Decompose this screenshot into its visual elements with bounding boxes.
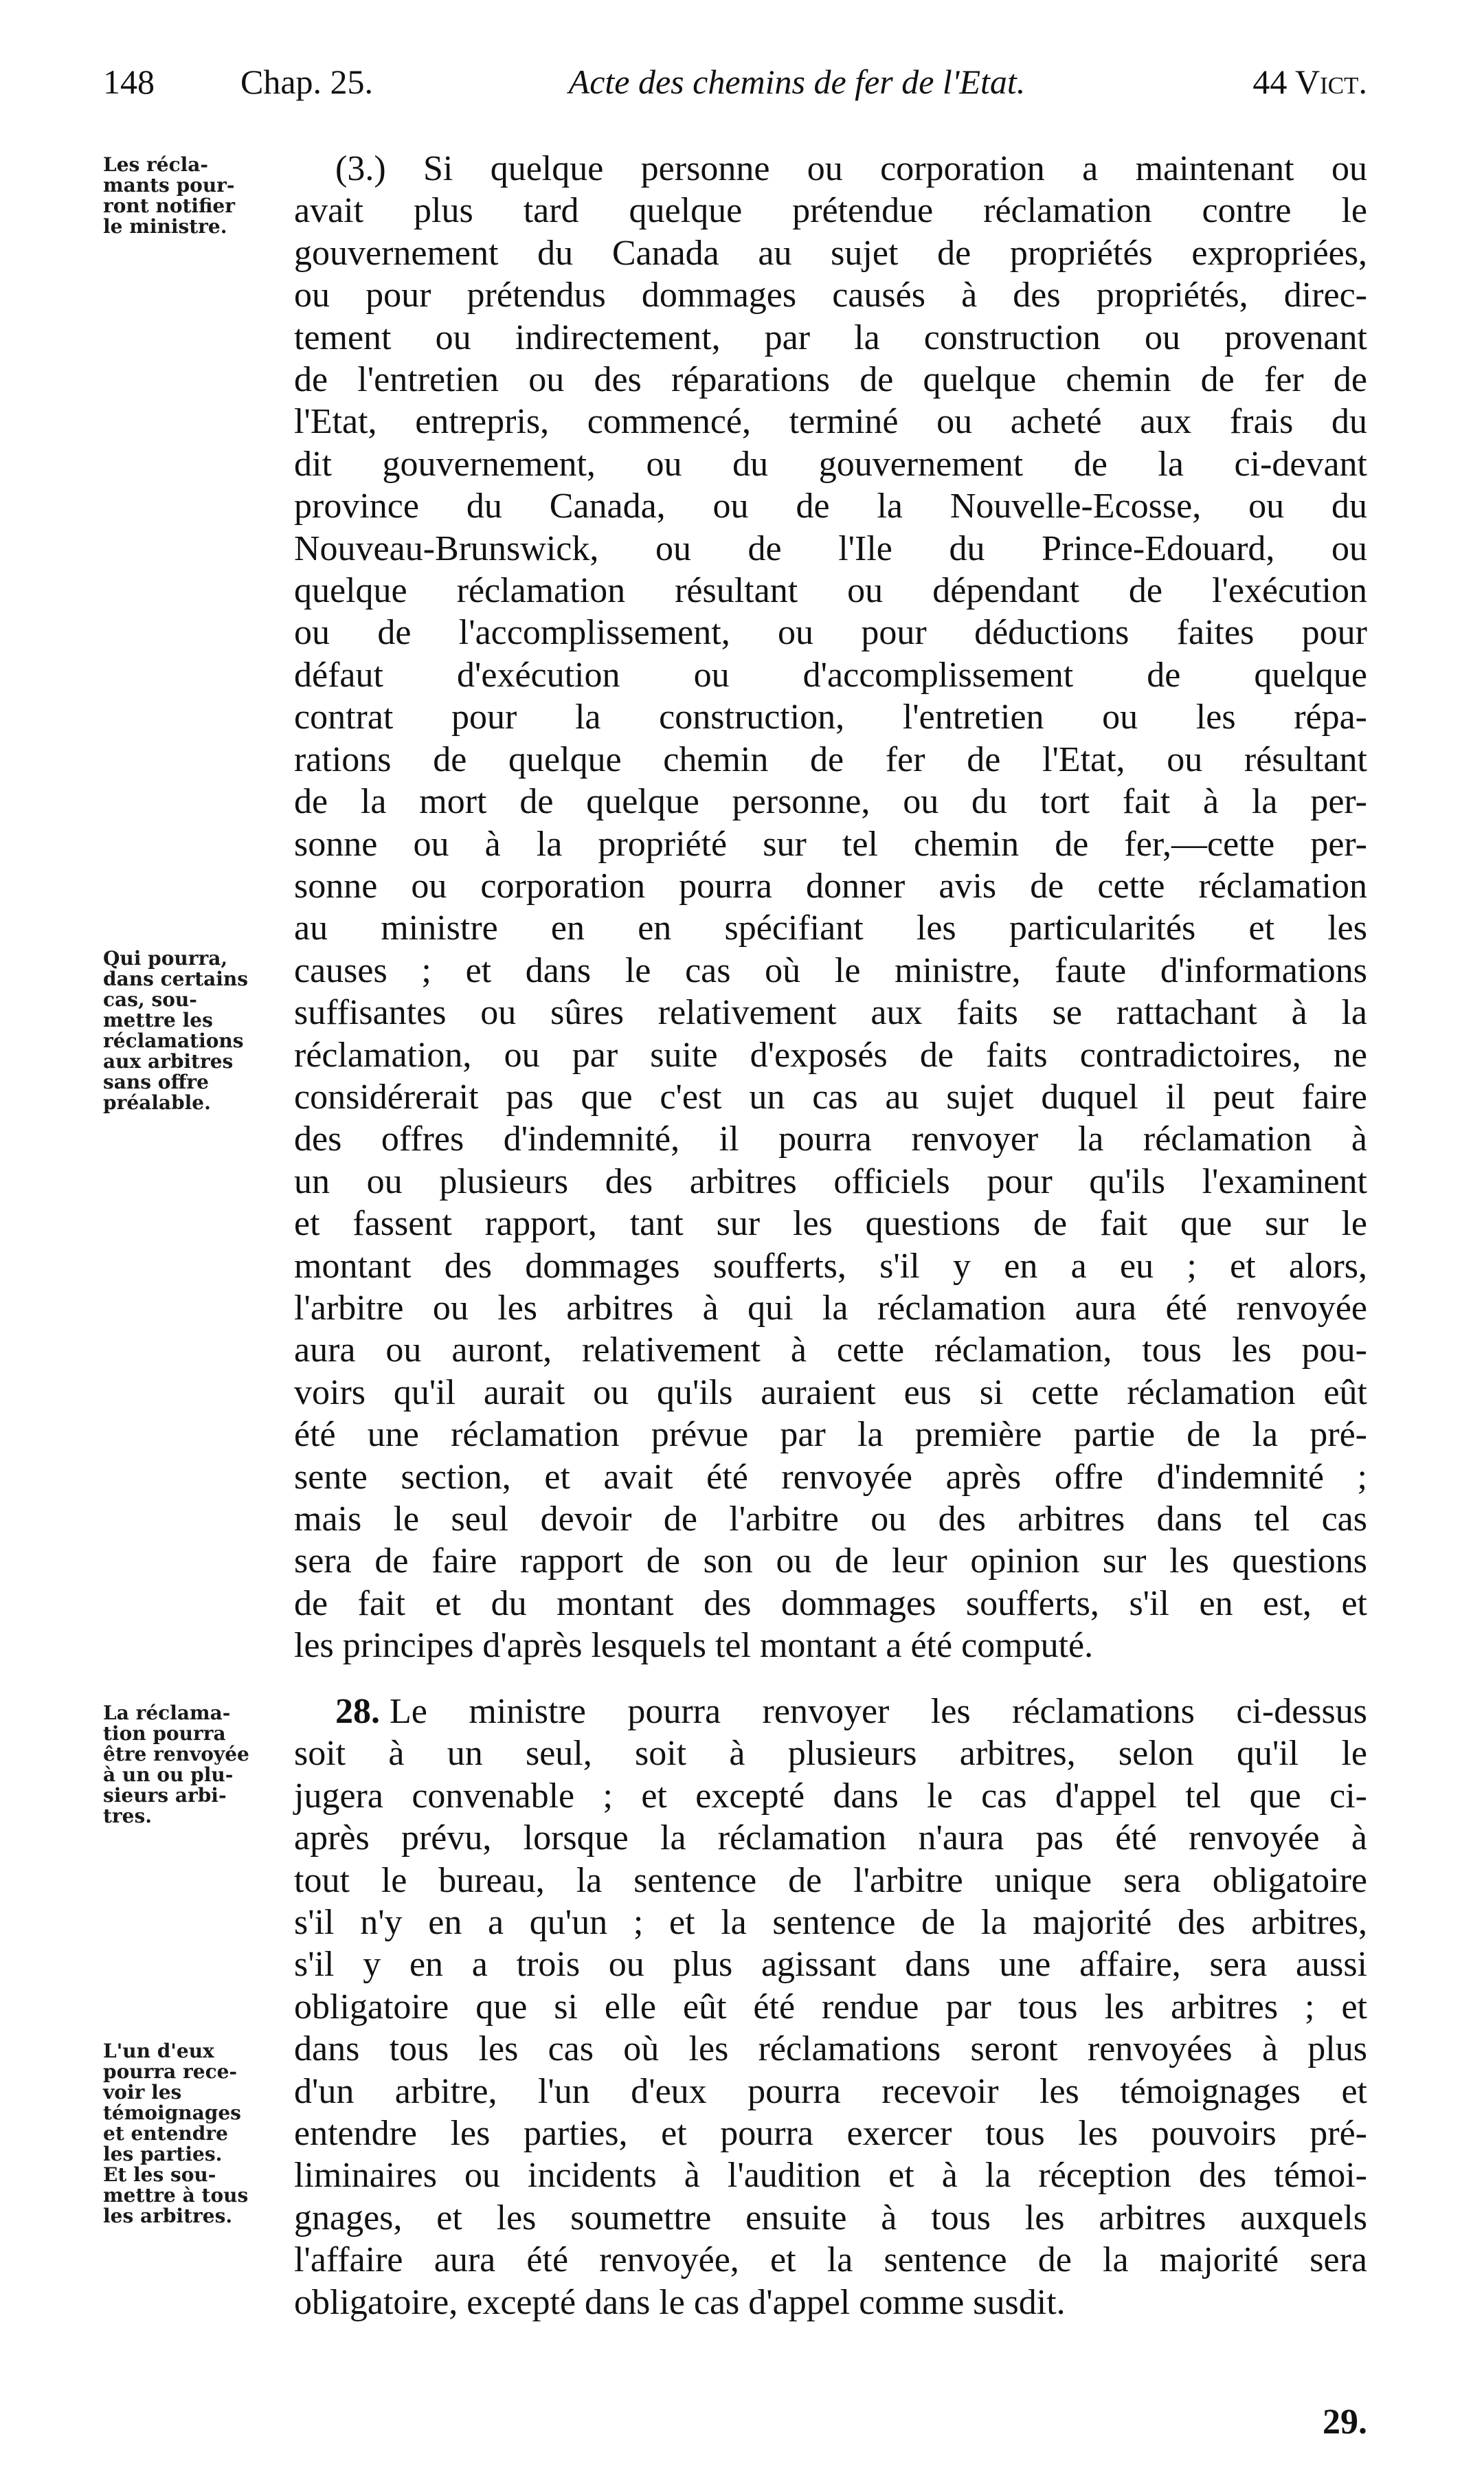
text-line: avait plus tard quelque prétendue réclamation contre le [294, 191, 1367, 231]
margin-note-refer-arbitrators: La réclama- tion pourra être renvoyée à un ou plu- sieurs arbi- tres. [103, 1702, 249, 1827]
act-title: Acte des chemins de fer de l'Etat. [568, 63, 1026, 101]
text-line: sonne ou à la propriété sur tel chemin de fer,—cette per- [294, 824, 1367, 864]
text-line: les principes d'après lesquels tel montant a été computé. [294, 1626, 1094, 1666]
text-line: sente section, et avait été renvoyée après offre d'indemnité ; [294, 1457, 1367, 1497]
margin-note-claimants-notify: Les récla- mants pour- ront notifier le ministre. [103, 153, 235, 238]
text-line: suffisantes ou sûres relativement aux faits se rattachant à la [294, 993, 1367, 1033]
section-number: 28. [335, 1692, 380, 1731]
text-line: province du Canada, ou de la Nouvelle-Ecosse, ou du [294, 487, 1367, 526]
text-line: au ministre en en spécifiant les particularités et les [294, 908, 1367, 948]
text-line: aura ou auront, relativement à cette réclamation, tous les pou- [294, 1330, 1367, 1370]
text-line: obligatoire que si elle eût été rendue par tous les arbitres ; et [294, 1987, 1367, 2027]
text-line: d'un arbitre, l'un d'eux pourra recevoir les témoignages et [294, 2071, 1367, 2111]
text-line: causes ; et dans le cas où le ministre, faute d'informations [294, 950, 1367, 990]
text-line: l'Etat, entrepris, commencé, terminé ou acheté aux frais du [294, 402, 1367, 442]
paragraph-section-28 [294, 1691, 1367, 2323]
text-line: obligatoire, excepté dans le cas d'appel comme susdit. [294, 2282, 1066, 2322]
text-line: montant des dommages soufferts, s'il y en a eu ; et alors, [294, 1246, 1367, 1286]
text-line: mais le seul devoir de l'arbitre ou des arbitres dans tel cas [294, 1499, 1367, 1539]
text-line: Nouveau-Brunswick, ou de l'Ile du Prince-Edouard, ou [294, 528, 1367, 568]
text-line: et fassent rapport, tant sur les questions de fait que sur le [294, 1204, 1367, 1244]
page-number: 148 [103, 63, 155, 101]
text-line: l'arbitre ou les arbitres à qui la réclamation aura été renvoyée [294, 1288, 1367, 1328]
margin-note-refer-without-offer: Qui pourra, dans certains cas, sou- mettre les réclamations aux arbitres sans offre préalable. [103, 947, 249, 1114]
text-line: rations de quelque chemin de fer de l'Etat, ou résultant [294, 739, 1367, 779]
text-line: contrat pour la construction, l'entretien ou les répa- [294, 698, 1367, 737]
text-line: gouvernement du Canada au sujet de propriétés expropriées, [294, 233, 1367, 273]
text-line: s'il n'y en a qu'un ; et la sentence de la majorité des arbitres, [294, 1903, 1367, 1943]
chapter-label: Chap. 25. [240, 63, 374, 101]
text-line: après prévu, lorsque la réclamation n'aura pas été renvoyée à [294, 1818, 1367, 1858]
catchword: 29. [1323, 2402, 1367, 2442]
text-line: (3.) Si quelque personne ou corporation a maintenant ou [335, 149, 1367, 188]
text-line: soit à un seul, soit à plusieurs arbitres, selon qu'il le [294, 1734, 1367, 1774]
text-line: s'il y en a trois ou plus agissant dans une affaire, sera aussi [294, 1945, 1367, 1985]
text-line: tout le bureau, la sentence de l'arbitre unique sera obligatoire [294, 1860, 1367, 1900]
text-line: de l'entretien ou des réparations de quelque chemin de fer de [294, 360, 1367, 400]
text-line: gnages, et les soumettre ensuite à tous les arbitres auxquels [294, 2198, 1367, 2238]
text-line: voirs qu'il aurait ou qu'ils auraient eus si cette réclamation eût [294, 1372, 1367, 1412]
text-line: réclamation, ou par suite d'exposés de faits contradictoires, ne [294, 1035, 1367, 1075]
regnal-year: 44 Vict. [1252, 63, 1367, 101]
text-line: dans tous les cas où les réclamations seront renvoyées à plus [294, 2029, 1367, 2069]
text-line: un ou plusieurs des arbitres officiels pour qu'ils l'examinent [294, 1161, 1367, 1201]
text-line: jugera convenable ; et excepté dans le cas d'appel tel que ci- [294, 1776, 1367, 1816]
text-line: ou pour prétendus dommages causés à des propriétés, direc- [294, 276, 1367, 315]
text-line: de la mort de quelque personne, ou du tort fait à la per- [294, 782, 1367, 822]
text-line: 28. Le ministre pourra renvoyer les réclamations ci-dessus [294, 1691, 1367, 1732]
text-line: ou de l'accomplissement, ou pour déductions faites pour [294, 613, 1367, 653]
running-header [103, 62, 1367, 117]
text-line: considérerait pas que c'est un cas au sujet duquel il peut faire [294, 1077, 1367, 1117]
margin-note-take-evidence: L'un d'eux pourra rece- voir les témoignages et entendre les parties. Et les sou- mettre à tous les arbitres. [103, 2040, 249, 2227]
text-line: défaut d'exécution ou d'accomplissement de quelque [294, 655, 1367, 695]
text-line: l'affaire aura été renvoyée, et la sentence de la majorité sera [294, 2240, 1367, 2280]
text-line: dit gouvernement, ou du gouvernement de la ci-devant [294, 444, 1367, 484]
text-line: quelque réclamation résultant ou dépendant de l'exécution [294, 571, 1367, 611]
text-line: de fait et du montant des dommages soufferts, s'il en est, et [294, 1583, 1367, 1623]
text-line: des offres d'indemnité, il pourra renvoyer la réclamation à [294, 1119, 1367, 1159]
text-line: tement ou indirectement, par la construction ou provenant [294, 317, 1367, 357]
text-line: entendre les parties, et pourra exercer tous les pouvoirs pré- [294, 2114, 1367, 2154]
text-line: liminaires ou incidents à l'audition et à la réception des témoi- [294, 2156, 1367, 2196]
paragraph-subsection-3 [294, 148, 1367, 1667]
text-line: été une réclamation prévue par la première partie de la pré- [294, 1415, 1367, 1455]
text-line: sonne ou corporation pourra donner avis de cette réclamation [294, 866, 1367, 906]
text-line: sera de faire rapport de son ou de leur opinion sur les questions [294, 1541, 1367, 1581]
